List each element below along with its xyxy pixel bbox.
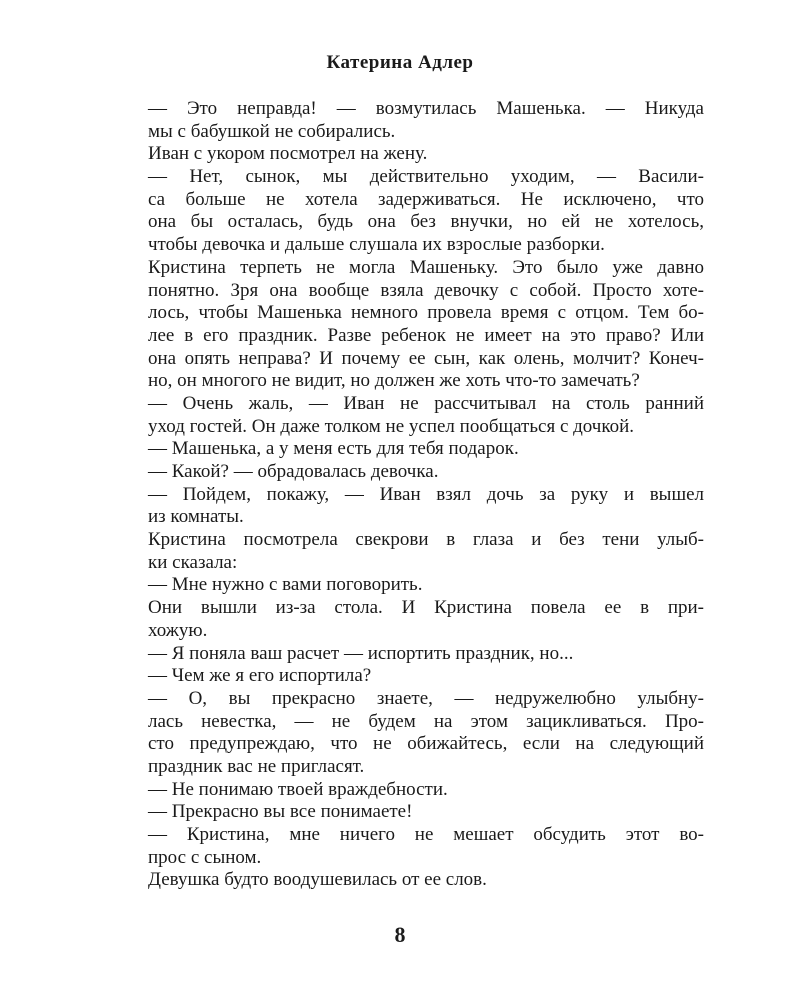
text-line: — Чем же я его испортила? — [148, 665, 372, 687]
text-line: — Прекрасно вы все понимаете! — [148, 801, 413, 823]
text-line: лось, чтобы Машенька немного провела время с отцом. Тем бо- — [148, 302, 704, 324]
text-line: — Кристина, мне ничего не мешает обсудить этот во- — [148, 824, 704, 845]
text-line: из комнаты. — [148, 506, 244, 528]
text-line: Кристина посмотрела свекрови в глаза и без тени улыб- — [148, 529, 704, 551]
text-line: — Какой? — обрадовалась девочка. — [148, 461, 439, 482]
body-text — [148, 98, 704, 892]
text-line: Иван с укором посмотрел на жену. — [148, 143, 428, 165]
text-line: — О, вы прекрасно знаете, — недружелюбно улыбну- — [148, 687, 704, 709]
text-line: Кристина терпеть не могла Машеньку. Это было уже давно — [148, 256, 704, 278]
text-line: понятно. Зря она вообще взяла девочку с собой. Просто хоте- — [148, 279, 704, 301]
text-line: праздник вас не пригласят. — [148, 755, 365, 777]
text-line: лее в его праздник. Разве ребенок не имеет на это право? Или — [148, 324, 704, 346]
text-line: — Нет, сынок, мы действительно уходим, — Васили- — [148, 166, 704, 188]
text-line: са больше не хотела задерживаться. Не исключено, что — [148, 188, 704, 210]
text-line: лась невестка, — не будем на этом зацикливаться. Про- — [148, 710, 704, 732]
text-line: — Это неправда! — возмутилась Машенька. — Никуда — [148, 98, 704, 119]
text-line: она бы осталась, будь она без внучки, но ей не хотелось, — [148, 211, 704, 233]
text-line: — Я поняла ваш расчет — испортить праздник, но... — [148, 642, 574, 664]
text-line: — Мне нужно с вами поговорить. — [148, 574, 423, 596]
text-line: сто предупреждаю, что не обижайтесь, если на следующий — [148, 733, 704, 755]
text-line: — Не понимаю твоей враждебности. — [148, 778, 448, 800]
text-line: чтобы девочка и дальше слушала их взрослые разборки. — [148, 234, 605, 256]
running-head: Катерина Адлер — [326, 52, 474, 73]
text-line: она опять неправа? И почему ее сын, как олень, молчит? Конеч- — [148, 347, 704, 369]
text-line: — Машенька, а у меня есть для тебя подарок. — [148, 438, 519, 460]
text-line: хожую. — [148, 619, 208, 641]
text-line: — Пойдем, покажу, — Иван взял дочь за руку и вышел — [148, 483, 704, 505]
text-line: Девушка будто воодушевилась от ее слов. — [148, 869, 487, 891]
page-number: 8 — [394, 922, 406, 947]
text-line: но, он многого не видит, но должен же хоть что-то замечать? — [148, 370, 640, 392]
text-line: Они вышли из-за стола. И Кристина повела ее в при- — [148, 597, 704, 619]
text-line: мы с бабушкой не собирались. — [148, 120, 396, 142]
text-line: ки сказала: — [148, 551, 238, 573]
text-line: прос с сыном. — [148, 846, 262, 868]
text-line: — Очень жаль, — Иван не рассчитывал на столь ранний — [148, 392, 704, 414]
text-line: уход гостей. Он даже толком не успел пообщаться с дочкой. — [148, 415, 635, 437]
